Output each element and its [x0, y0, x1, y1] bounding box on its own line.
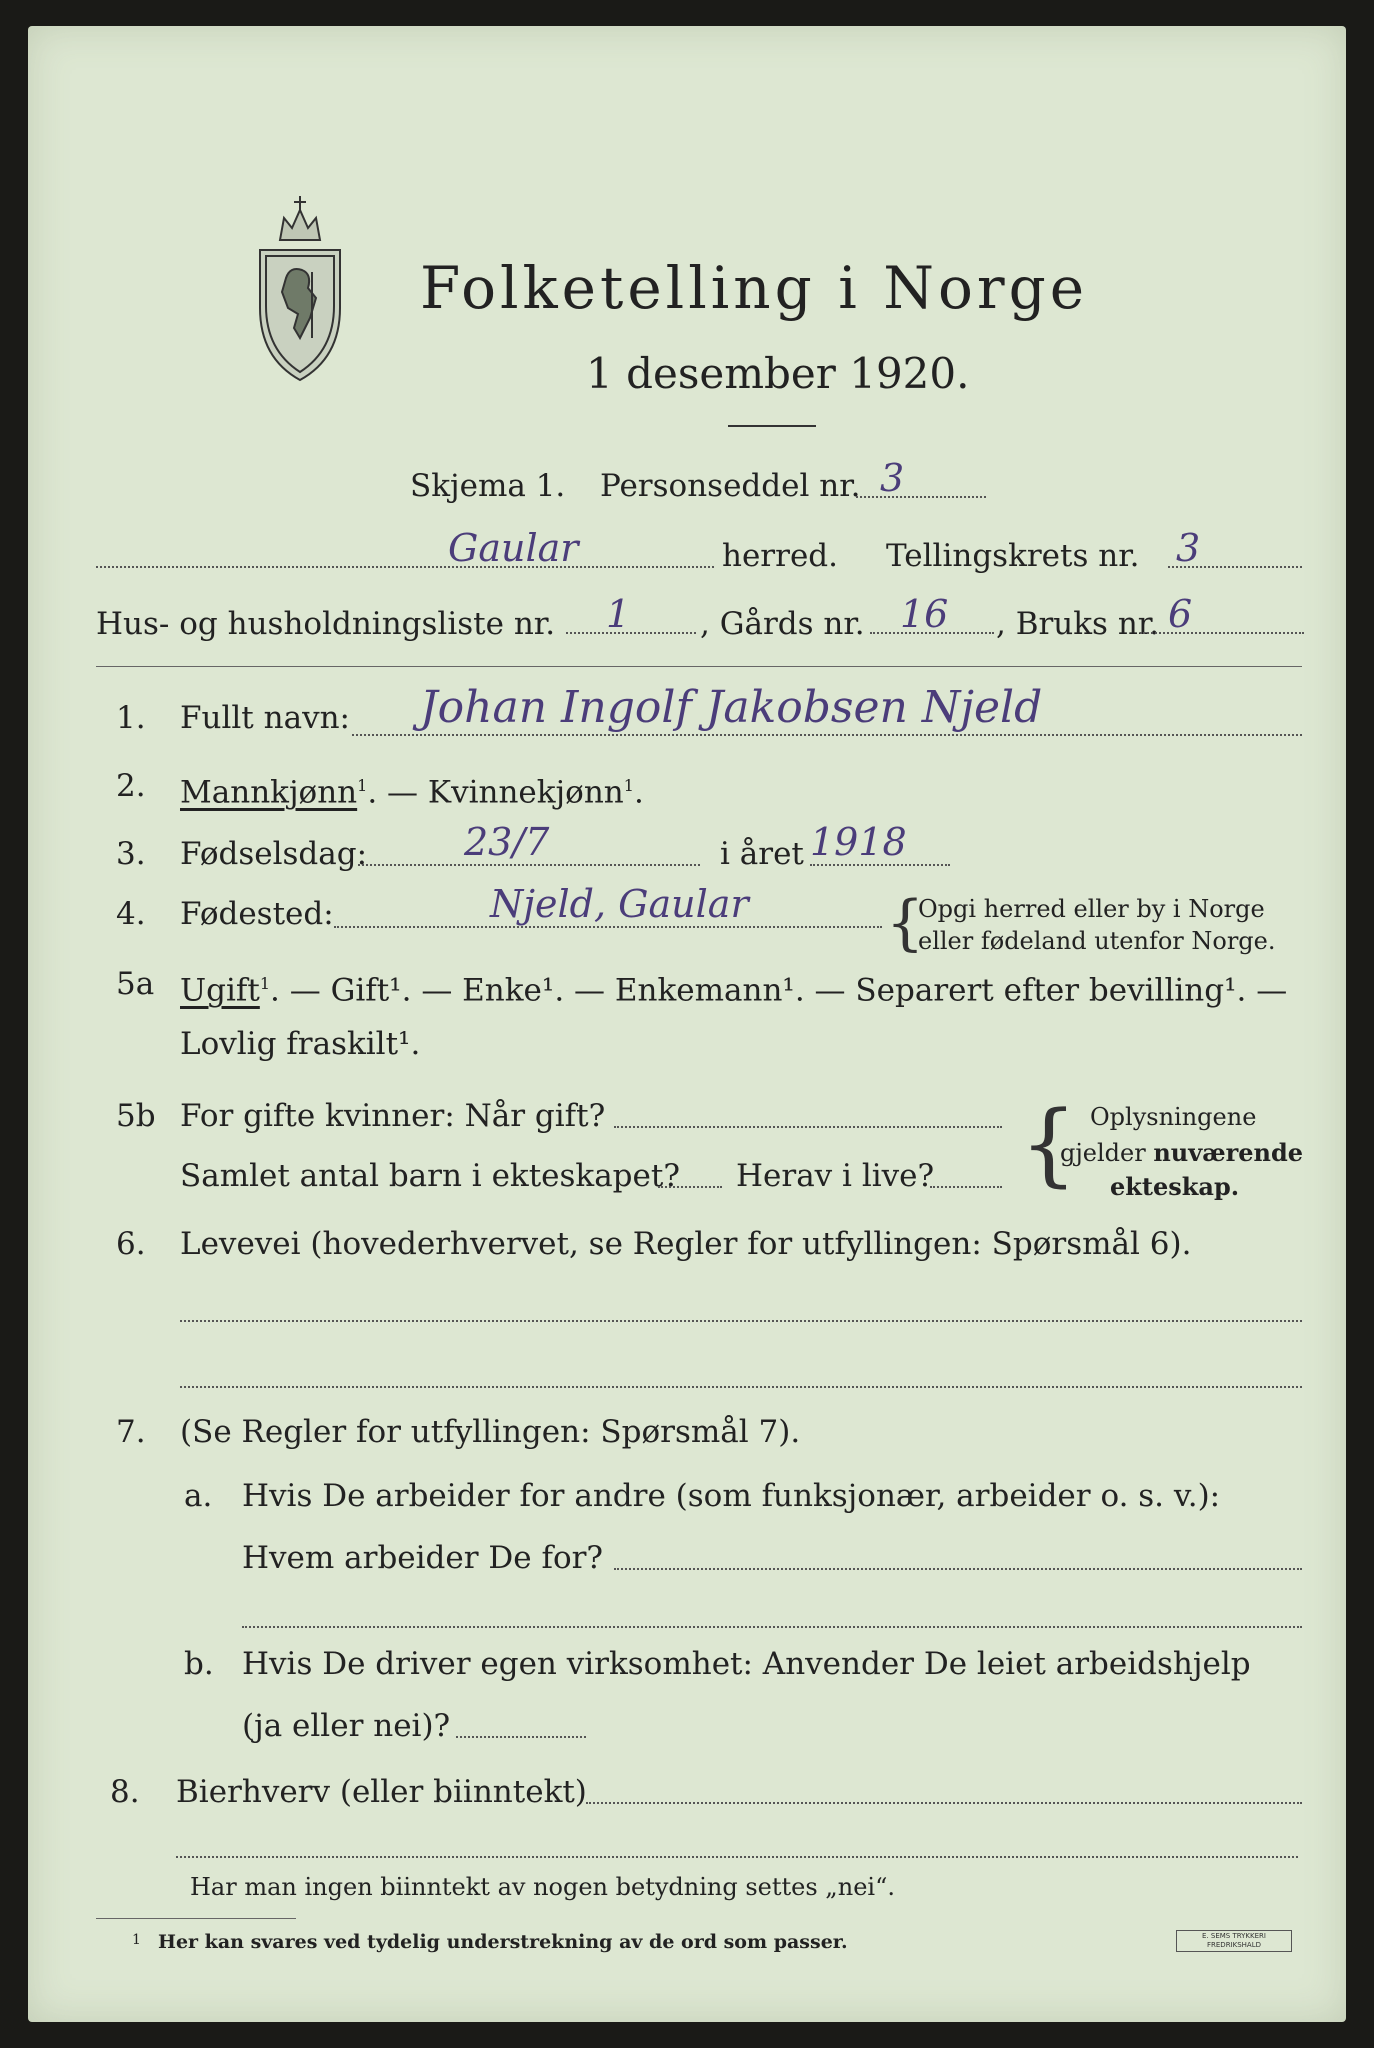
husliste-label: Hus- og husholdningsliste nr. [96, 606, 556, 642]
q2-female: . — Kvinnekjønn [367, 774, 624, 811]
q4-note-2: eller fødeland utenfor Norge. [918, 927, 1276, 955]
q5a-ugift-sup: 1 [259, 974, 271, 993]
q1-value: Johan Ingolf Jakobsen Njeld [420, 682, 1043, 733]
q7b-number: b. [184, 1646, 214, 1682]
q5b-married-line [614, 1126, 1002, 1128]
q5a-rest: . — Gift¹. — Enke¹. — Enkemann¹. — Separert efter bevilling¹. — [270, 972, 1288, 1009]
census-form [28, 26, 1346, 2022]
q5a-number: 5a [116, 966, 155, 1002]
q3-label: Fødselsdag: [180, 836, 368, 872]
q5b-alive-label: Herav i live? [736, 1158, 935, 1194]
q6-label: Levevei (hovederhvervet, se Regler for utfyllingen: Spørsmål 6). [180, 1226, 1192, 1262]
footnote-divider [96, 1918, 296, 1919]
q2-end: . [633, 774, 644, 811]
q5b-number: 5b [116, 1098, 156, 1134]
q6-line-1 [180, 1320, 1302, 1322]
husliste-value: 1 [606, 592, 631, 636]
q6-number: 6. [116, 1226, 146, 1262]
title-divider [728, 425, 816, 427]
gards-label: , Gårds nr. [700, 606, 865, 642]
coat-of-arms-icon [250, 188, 350, 388]
q3-day-value: 23/7 [464, 820, 550, 864]
q5a-marital-options [180, 966, 1287, 1008]
q5b-brace: { [1020, 1092, 1078, 1197]
q3-day-line [358, 864, 700, 866]
herred-label: herred. [722, 538, 838, 574]
q7b-answer-line [456, 1736, 586, 1738]
personseddel-label: Personseddel nr. [600, 468, 861, 504]
q2-sex-options [180, 768, 644, 810]
q5b-note-2 [1060, 1138, 1303, 1168]
q4-note-1: Opgi herred eller by i Norge [918, 895, 1265, 923]
bruks-value: 6 [1168, 592, 1193, 636]
q5a-line2: Lovlig fraskilt¹. [180, 1026, 421, 1062]
q5b-children-label: Samlet antal barn i ekteskapet? [180, 1158, 680, 1194]
q3-year-line [810, 864, 950, 866]
printer-stamp: E. SEMS TRYKKERI FREDRIKSHALD [1176, 1930, 1292, 1952]
q4-line [334, 926, 882, 928]
q8-line-1 [586, 1802, 1302, 1804]
bruks-line [1140, 632, 1304, 634]
q8-line-2 [176, 1856, 1298, 1858]
q8-label: Bierhverv (eller biinntekt) [176, 1774, 587, 1810]
q4-brace: { [886, 888, 925, 958]
q5b-note-2a: gjelder [1060, 1139, 1154, 1167]
q3-year-value: 1918 [810, 820, 907, 864]
husliste-line [566, 632, 696, 634]
q5b-note-2b: nuværende [1153, 1138, 1304, 1167]
header-divider [96, 666, 1302, 667]
q8-note: Har man ingen biinntekt av nogen betydning settes „nei“. [190, 1873, 895, 1901]
tellingskrets-label: Tellingskrets nr. [886, 538, 1140, 574]
footnote-text: Her kan svares ved tydelig understrekning av de ord som passer. [158, 1931, 848, 1953]
q7a-number: a. [184, 1478, 213, 1514]
schema-label: Skjema 1. [410, 468, 566, 504]
q6-line-2 [180, 1386, 1302, 1388]
q7b-label: Hvis De driver egen virksomhet: Anvender De leiet arbeidshjelp [242, 1646, 1251, 1682]
tellingskrets-value: 3 [1176, 526, 1201, 570]
q5b-note-3: ekteskap. [1110, 1172, 1240, 1201]
q3-number: 3. [116, 836, 146, 872]
q4-number: 4. [116, 896, 146, 932]
census-date: 1 desember 1920. [586, 349, 970, 398]
q7a-employer-line [614, 1568, 1302, 1570]
footnote-number: 1 [132, 1932, 141, 1948]
q1-line [352, 734, 1302, 736]
q7a-label: Hvis De arbeider for andre (som funksjonær, arbeider o. s. v.): [242, 1478, 1221, 1514]
bruks-label: , Bruks nr. [996, 606, 1160, 642]
q4-value: Njeld, Gaular [490, 882, 749, 926]
q7a-extra-line [242, 1626, 1302, 1628]
q7-label: (Se Regler for utfyllingen: Spørsmål 7). [180, 1414, 801, 1450]
q7-number: 7. [116, 1414, 146, 1450]
personseddel-value: 3 [880, 456, 905, 500]
q2-male: Mannkjønn [180, 774, 358, 811]
q2-male-sup: 1 [357, 776, 368, 795]
q4-label: Fødested: [180, 896, 334, 932]
q3-year-label: i året [720, 836, 804, 872]
q5b-label: For gifte kvinner: Når gift? [180, 1098, 606, 1134]
personseddel-line [856, 496, 986, 498]
q5a-ugift: Ugift [180, 972, 260, 1009]
q5b-alive-line [930, 1186, 1002, 1188]
form-title: Folketelling i Norge [420, 254, 1089, 322]
q5b-note-1: Oplysningene [1090, 1103, 1257, 1131]
q7b-answer-label: (ja eller nei)? [242, 1708, 451, 1744]
gards-value: 16 [900, 592, 949, 636]
q7a-employer-label: Hvem arbeider De for? [242, 1540, 604, 1576]
q2-number: 2. [116, 768, 146, 804]
q8-number: 8. [110, 1774, 140, 1810]
herred-value: Gaular [448, 526, 579, 570]
q1-number: 1. [116, 700, 146, 736]
q1-label: Fullt navn: [180, 700, 350, 736]
herred-line [96, 566, 714, 568]
q2-female-sup: 1 [623, 776, 634, 795]
q5b-children-line [658, 1186, 722, 1188]
